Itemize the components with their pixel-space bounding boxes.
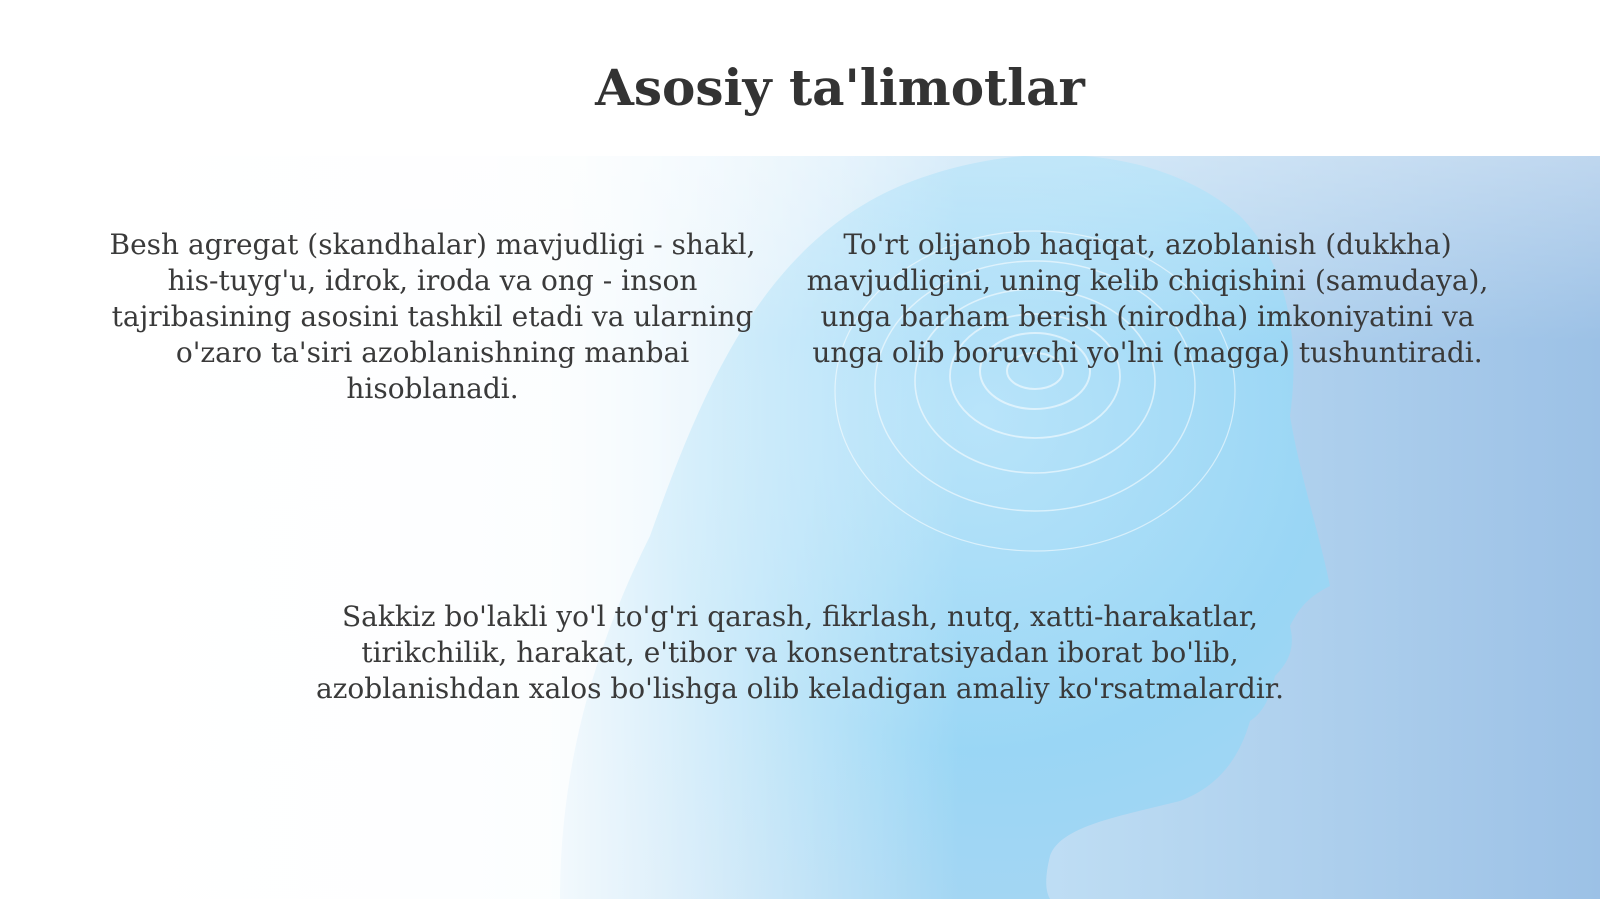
text-block-four-truths: To'rt olijanob haqiqat, azoblanish (dukkha) mavjudligini, uning kelib chiqishini (samudaya), unga barham berish (nirodha) imkoniyatini va unga olib boruvchi yo'lni (magga) tushuntiradi. [806,228,1489,369]
slide-title: Asosiy ta'limotlar [595,58,1085,117]
text-block-eightfold-path: Sakkiz bo'lakli yo'l to'g'ri qarash, fikrlash, nutq, xatti-harakatlar, tirikchilik, harakat, e'tibor va konsentratsiyadan iborat bo'lib, azoblanishdan xalos bo'lishga olib keladigan amaliy ko'rsatmalardir. [315,600,1285,705]
text-block-skandhas: Besh agregat (skandhalar) mavjudligi - shakl, his-tuyg'u, idrok, iroda va ong - inson tajribasining asosini tashkil etadi va ularning o'zaro ta'siri azoblanishning manbai hisoblanadi. [109,228,756,405]
